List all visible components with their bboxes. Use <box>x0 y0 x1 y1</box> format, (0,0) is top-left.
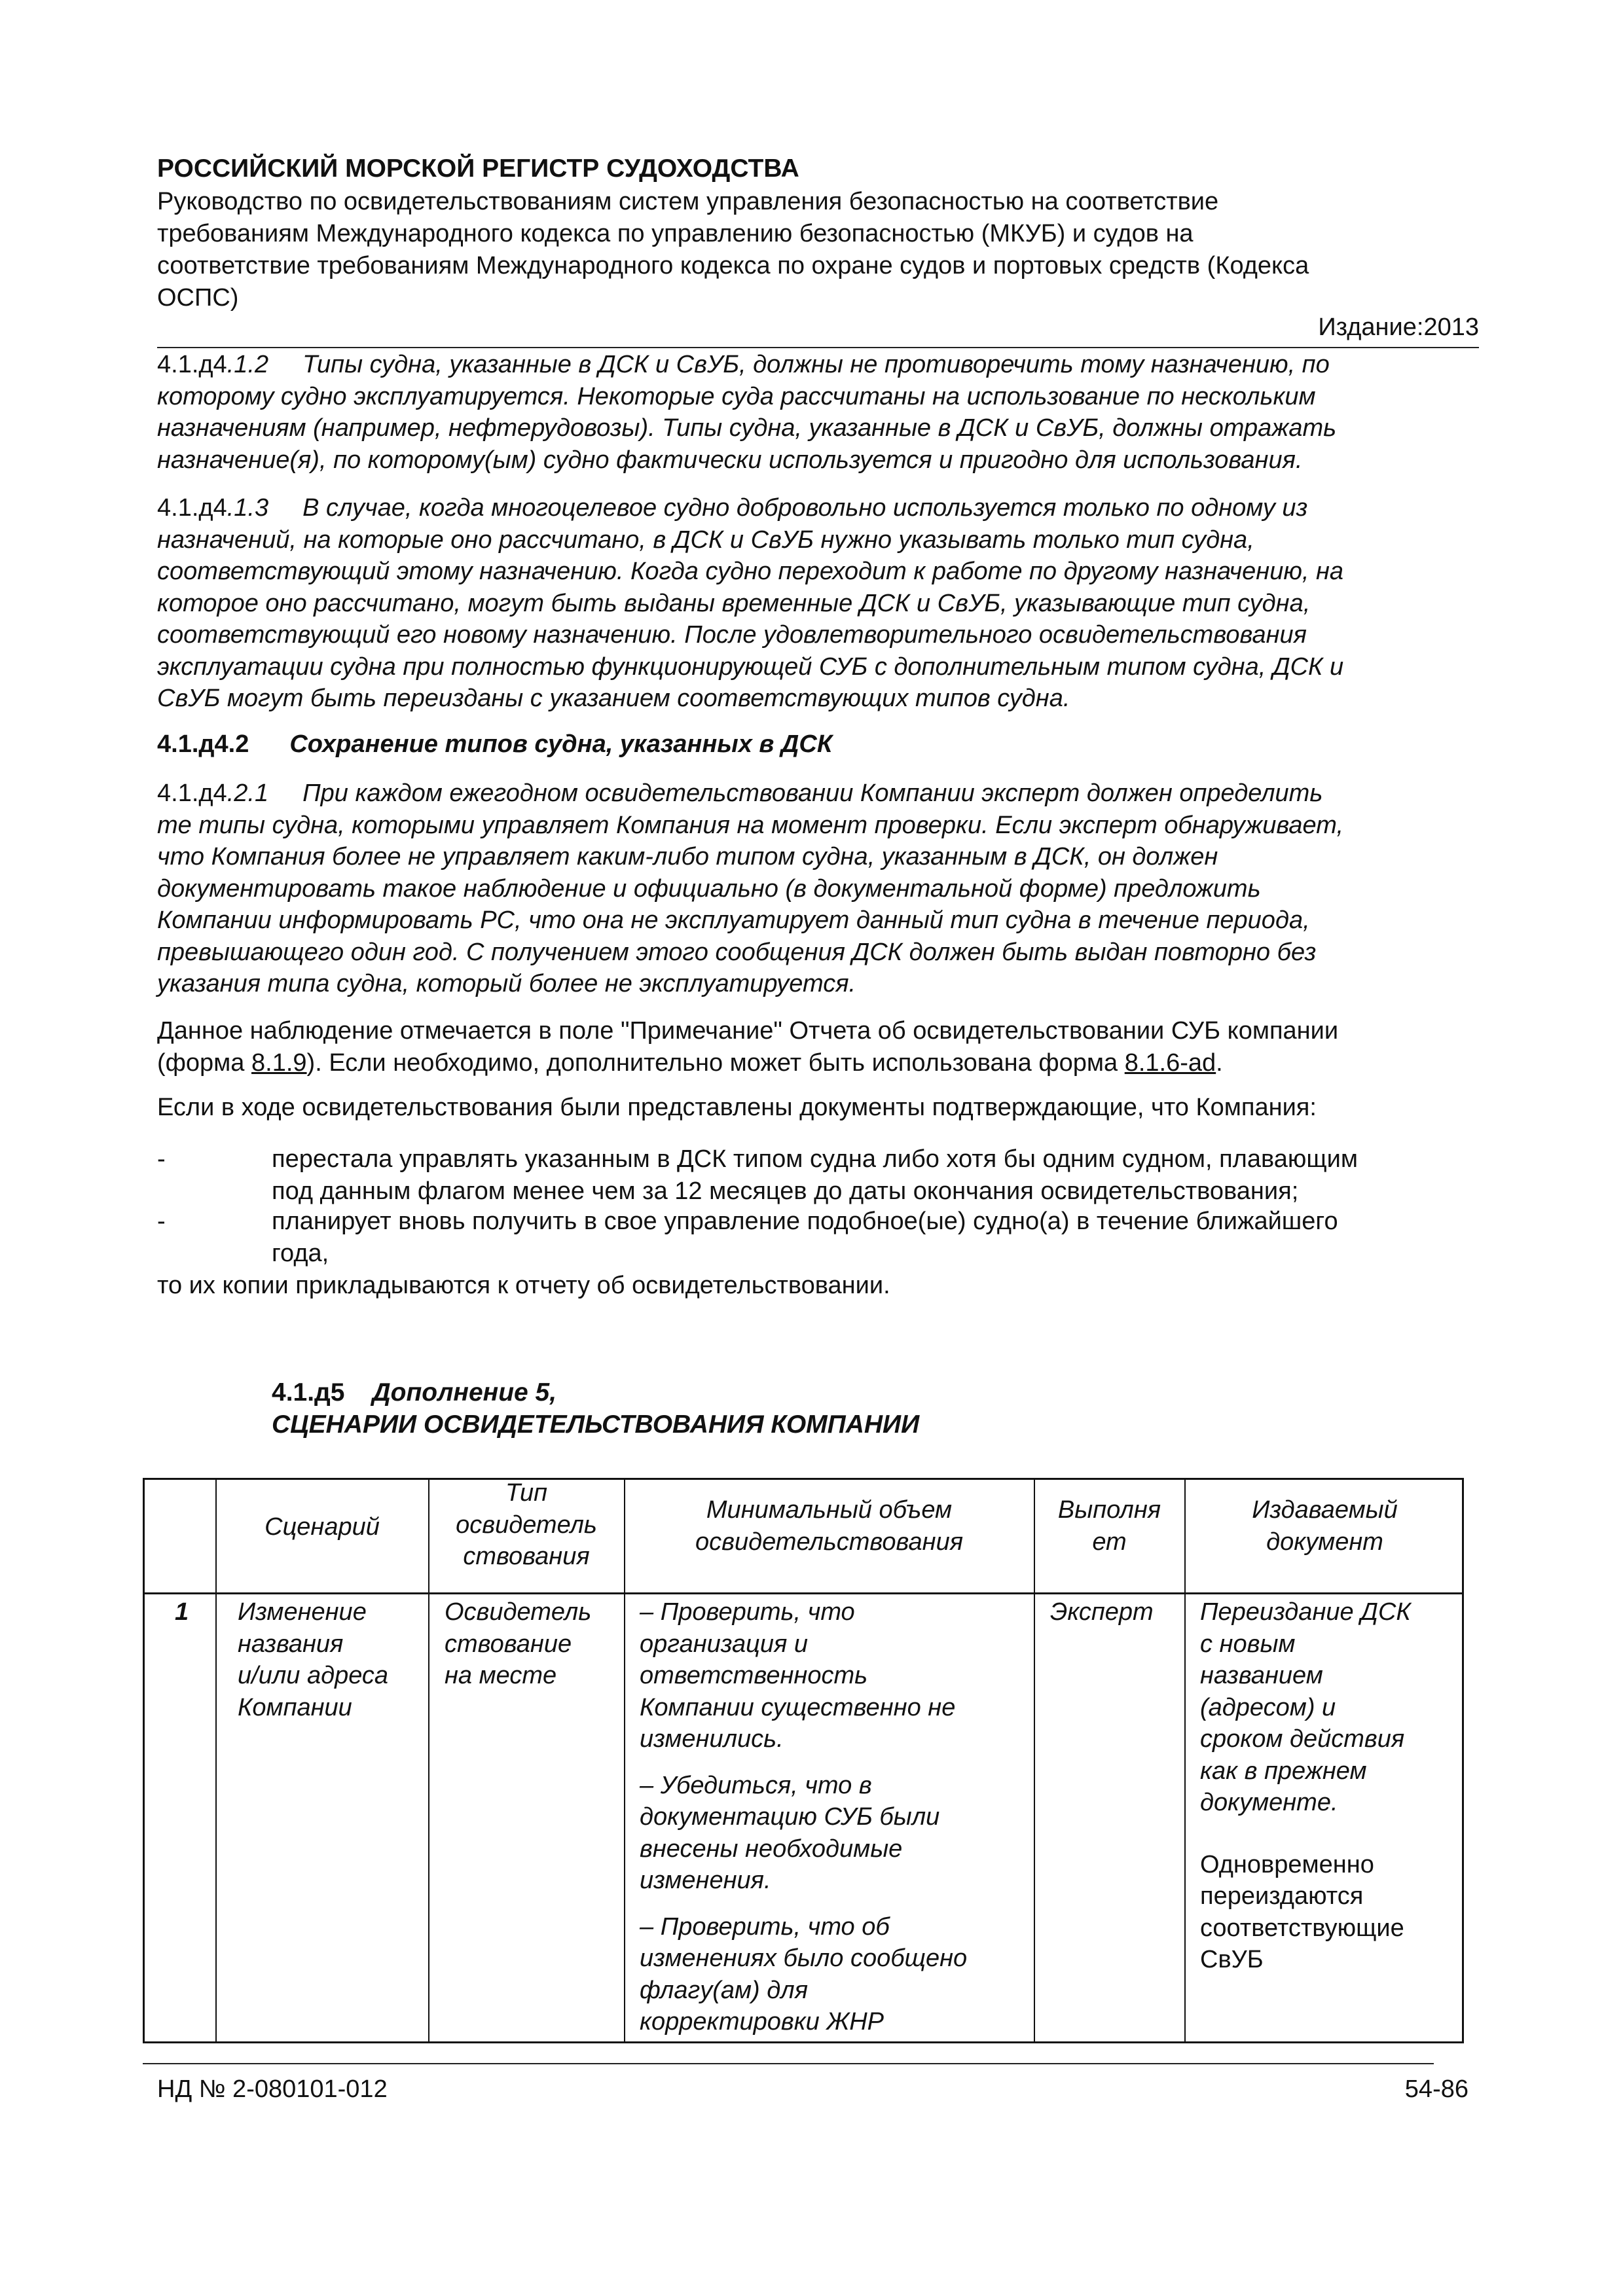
paragraph-line: СвУБ могут быть переизданы с указанием соответствующих типов судна. <box>157 685 1070 712</box>
table-header-text: Издаваемый <box>1252 1496 1398 1524</box>
table-column-divider <box>1184 1480 1186 2041</box>
table-cell-text: Компании существенно не <box>640 1693 956 1721</box>
link-form-8-1-6-ad[interactable]: 8.1.6-ad <box>1124 1049 1216 1077</box>
table-header-text: освидетель <box>456 1511 597 1539</box>
paragraph-line: В случае, когда многоцелевое судно добровольно используется только по одному из <box>302 494 1308 522</box>
table-cell-text: Компании <box>238 1693 352 1721</box>
section-number: 4.1.д5 <box>272 1378 345 1407</box>
list-dash: - <box>157 1145 166 1173</box>
table-cell-text: Переиздание ДСК <box>1200 1598 1411 1626</box>
table-cell-text: ствование <box>445 1630 572 1658</box>
table-cell-text: флагу(ам) для <box>640 1976 809 2004</box>
table-cell-text: ответственность <box>640 1662 868 1689</box>
paragraph-number: 4.1.д4 <box>157 351 227 378</box>
table-cell-performer: Эксперт <box>1050 1598 1154 1626</box>
paragraph-line: те типы судна, которыми управляет Компания на момент проверки. Если эксперт обнаруживает, <box>157 811 1344 839</box>
footer-rule <box>143 2063 1434 2064</box>
paragraph-text: . <box>1216 1049 1223 1077</box>
paragraph-subnumber: .1.3 <box>227 494 269 522</box>
table-header-text: освидетельствования <box>695 1528 964 1556</box>
table-row-number: 1 <box>175 1598 189 1626</box>
paragraph-line: которое оно рассчитано, могут быть выданы временные ДСК и СвУБ, указывающие тип судна, <box>157 589 1311 617</box>
table-cell-text: – Проверить, что <box>640 1598 855 1626</box>
paragraph-text: ). Если необходимо, дополнительно может быть использована форма <box>306 1049 1125 1077</box>
table-cell-text: названия <box>238 1630 344 1658</box>
paragraph-line: При каждом ежегодном освидетельствовании Компании эксперт должен определить <box>302 780 1323 807</box>
footer-doc-number: НД № 2-080101-012 <box>157 2075 388 2103</box>
table-cell-document <box>1200 1596 1411 1976</box>
paragraph-number: 4.1.д4 <box>157 780 227 807</box>
paragraph-line: Типы судна, указанные в ДСК и СвУБ, должны не противоречить тому назначению, по <box>302 351 1330 378</box>
paragraph-closing <box>157 1270 890 1302</box>
heading-text: Сохранение типов судна, указанных в ДСК <box>289 730 833 758</box>
list-item <box>272 1206 1338 1269</box>
paragraph-line: превышающего один год. С получением этого сообщения ДСК должен быть выдан повторно без <box>157 938 1317 966</box>
paragraph-line: соответствующий этому назначению. Когда судно переходит к работе по другому назначению, на <box>157 558 1344 585</box>
table-cell-text: – Проверить, что об <box>640 1912 890 1941</box>
table-cell-text: Одновременно <box>1200 1850 1374 1878</box>
paragraph-line: Если в ходе освидетельствования были представлены документы подтверждающие, что Компания: <box>157 1094 1317 1121</box>
table-header-text: Тип <box>505 1479 547 1507</box>
paragraph-line: Данное наблюдение отмечается в поле "Примечание" Отчета об освидетельствовании СУБ компании <box>157 1017 1339 1045</box>
table-cell-text: организация и <box>640 1630 808 1658</box>
table-cell-text: (адресом) и <box>1200 1693 1336 1721</box>
link-form-8-1-9[interactable]: 8.1.9 <box>251 1049 307 1077</box>
table-header-performer <box>1035 1494 1184 1558</box>
table-cell-text: переиздаются <box>1200 1882 1364 1910</box>
table-cell-text: названием <box>1200 1662 1323 1689</box>
table-cell-text: изменения. <box>640 1867 771 1894</box>
table-cell-text: сроком действия <box>1200 1725 1405 1753</box>
header-title-line: Руководство по освидетельствованиям систем управления безопасностью на соответствие <box>157 188 1219 215</box>
paragraph-line: соответствующий его новому назначению. После удовлетворительного освидетельствования <box>157 621 1307 649</box>
paragraph-subnumber: .1.2 <box>227 351 269 378</box>
heading-4-1-d4-2 <box>157 728 832 761</box>
table-column-divider <box>215 1480 217 2041</box>
table-header-text: Минимальный объем <box>706 1496 953 1524</box>
list-item-line: перестала управлять указанным в ДСК типом судна либо хотя бы одним судном, плавающим <box>272 1145 1358 1173</box>
paragraph-4-1-d4-1-2 <box>157 349 1336 476</box>
table-header-scenario <box>217 1511 428 1543</box>
paragraph-subnumber: .2.1 <box>227 780 269 807</box>
table-cell-text: с новым <box>1200 1630 1296 1658</box>
list-item-line: года, <box>272 1239 329 1267</box>
header-edition: Издание:2013 <box>1318 314 1479 341</box>
table-cell-text: Освидетель <box>445 1598 592 1626</box>
paragraph-text: (форма <box>157 1049 252 1077</box>
table-cell-scope <box>640 1596 967 2038</box>
paragraph-line: Компании информировать РС, что она не эксплуатирует данный тип судна в течение периода, <box>157 906 1310 934</box>
paragraph-line: назначение(я), по которому(ым) судно фактически используется и пригодно для использования. <box>157 446 1303 474</box>
paragraph-line: назначениям (например, нефтерудовозы). Типы судна, указанные в ДСК и СвУБ, должны отражать <box>157 414 1337 442</box>
table-cell-text: внесены необходимые <box>640 1835 903 1863</box>
table-header-type <box>429 1477 623 1573</box>
table-cell-type <box>445 1596 591 1692</box>
table-cell-text: на месте <box>445 1662 557 1689</box>
table-column-divider <box>1034 1480 1035 2041</box>
table-header-text: документ <box>1266 1528 1383 1556</box>
table-cell-text: документе. <box>1200 1789 1338 1816</box>
paragraph-number: 4.1.д4 <box>157 494 227 522</box>
section-heading <box>272 1376 919 1441</box>
paragraph-line: указания типа судна, который более не эксплуатируется. <box>157 970 856 997</box>
paragraph-line: эксплуатации судна при полностью функционирующей СУБ с дополнительным типом судна, ДСК и <box>157 653 1344 681</box>
table-cell-text: документацию СУБ были <box>640 1803 940 1831</box>
paragraph-line: документировать такое наблюдение и официально (в документальной форме) предложить <box>157 874 1261 903</box>
paragraph-4-1-d4-2-1 <box>157 778 1343 1000</box>
paragraph-line: которому судно эксплуатируется. Некоторые суда рассчитаны на использование по нескольким <box>157 382 1316 410</box>
heading-number: 4.1.д4.2 <box>157 730 249 758</box>
header-title-line: ОСПС) <box>157 284 239 312</box>
paragraph-line: то их копии прикладываются к отчету об освидетельствовании. <box>157 1272 890 1299</box>
header-title-line: соответствие требованиям Международного кодекса по охране судов и портовых средств (Кодекса <box>157 252 1309 279</box>
section-title: Дополнение 5, <box>372 1378 557 1407</box>
header-title <box>157 186 1309 314</box>
list-item-line: под данным флагом менее чем за 12 месяцев до даты окончания освидетельствования; <box>272 1177 1299 1205</box>
table-cell-text: изменениях было сообщено <box>640 1945 968 1972</box>
table-header-text: Выполня <box>1057 1496 1161 1524</box>
list-item-line: планирует вновь получить в свое управление подобное(ые) судно(а) в течение ближайшего <box>272 1208 1338 1235</box>
table-header-text: ствования <box>463 1543 590 1570</box>
footer-page-number: 54-86 <box>1404 2075 1468 2103</box>
table-column-divider <box>624 1480 625 2041</box>
table-header-document <box>1186 1494 1464 1558</box>
table-cell-scenario <box>238 1596 388 1723</box>
table-cell-text: – Убедиться, что в <box>640 1771 872 1799</box>
table-header-text: ет <box>1092 1528 1127 1556</box>
table-header-text: Сценарий <box>264 1513 380 1541</box>
table-header-scope <box>625 1494 1033 1558</box>
section-subtitle: СЦЕНАРИИ ОСВИДЕТЕЛЬСТВОВАНИЯ КОМПАНИИ <box>272 1410 920 1439</box>
table-cell-text: как в прежнем <box>1200 1757 1367 1785</box>
paragraph-line: что Компания более не управляет каким-либо типом судна, указанным в ДСК, он должен <box>157 843 1218 870</box>
table-cell-text: Изменение <box>238 1598 367 1626</box>
table-header-divider <box>145 1592 1462 1594</box>
paragraph-4-1-d4-1-3 <box>157 492 1343 715</box>
list-dash: - <box>157 1208 166 1235</box>
table-cell-text: изменились. <box>640 1725 784 1753</box>
paragraph-line: назначений, на которые оно рассчитано, в ДСК и СвУБ нужно указывать только тип судна, <box>157 526 1254 554</box>
scenarios-table <box>143 1478 1464 2043</box>
list-item <box>272 1143 1358 1207</box>
paragraph-note <box>157 1015 1338 1079</box>
header-org: РОССИЙСКИЙ МОРСКОЙ РЕГИСТР СУДОХОДСТВА <box>157 154 799 183</box>
header-rule <box>157 347 1479 348</box>
table-cell-text: соответствующие <box>1200 1914 1404 1942</box>
paragraph-intro-list <box>157 1092 1317 1124</box>
table-cell-text: СвУБ <box>1200 1946 1264 1973</box>
table-cell-text: корректировки ЖНР <box>640 2008 884 2036</box>
table-cell-text: и/или адреса <box>238 1662 389 1689</box>
header-title-line: требованиям Международного кодекса по управлению безопасностью (МКУБ) и судов на <box>157 220 1194 247</box>
